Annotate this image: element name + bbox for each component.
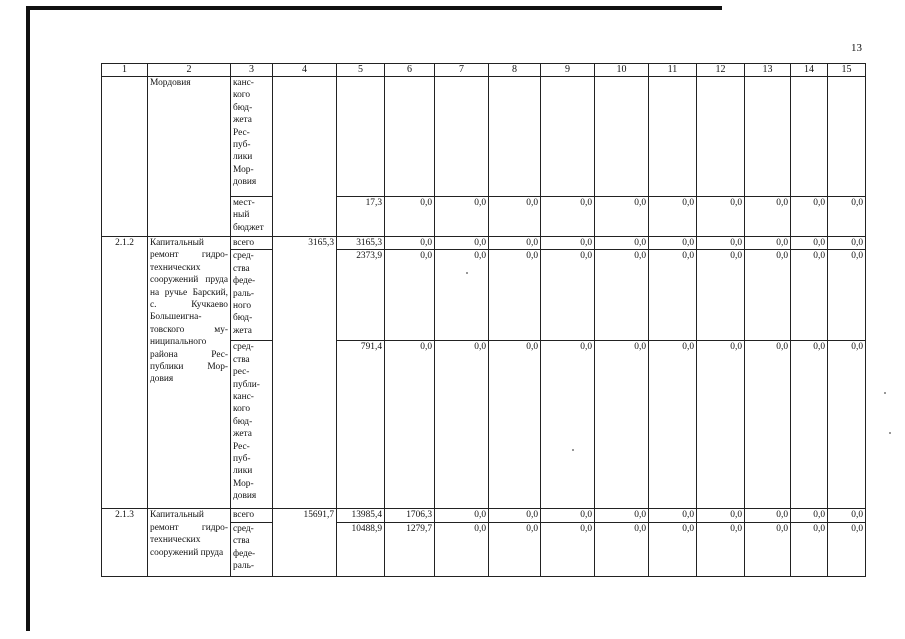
column-header: 8 [489, 64, 541, 77]
value-cell: 0,0 [435, 522, 489, 576]
value-cell: 0,0 [828, 522, 866, 576]
value-cell: 0,0 [649, 250, 697, 341]
value-cell: 0,0 [828, 341, 866, 509]
column-header: 13 [745, 64, 791, 77]
value-cell [489, 77, 541, 197]
value-cell: 0,0 [595, 522, 649, 576]
value-cell: 0,0 [541, 250, 595, 341]
scan-edge-left [26, 6, 30, 631]
value-cell: 0,0 [435, 237, 489, 250]
row-number-cell: 2.1.3 [102, 509, 148, 576]
value-cell: 0,0 [697, 197, 745, 237]
column-header: 11 [649, 64, 697, 77]
value-cell: 0,0 [541, 341, 595, 509]
value-cell: 0,0 [435, 341, 489, 509]
column-header: 5 [337, 64, 385, 77]
value-cell [791, 77, 828, 197]
value-cell: 0,0 [385, 197, 435, 237]
column-header: 2 [148, 64, 231, 77]
value-cell: 0,0 [385, 250, 435, 341]
value-cell: 0,0 [541, 509, 595, 522]
value-cell: 0,0 [489, 522, 541, 576]
value-cell: 791,4 [337, 341, 385, 509]
value-cell: 0,0 [791, 197, 828, 237]
value-cell: 0,0 [595, 341, 649, 509]
funding-source-cell: мест- ный бюджет [231, 197, 273, 237]
value-cell: 0,0 [595, 509, 649, 522]
value-cell: 0,0 [541, 522, 595, 576]
value-cell: 0,0 [828, 509, 866, 522]
item-name-cell: Капитальный ремонт гидро-технических сооружений пруда [148, 509, 231, 576]
total-cell: 15691,7 [273, 509, 337, 576]
scan-edge-top [26, 6, 722, 10]
value-cell [337, 77, 385, 197]
column-header: 12 [697, 64, 745, 77]
value-cell [649, 77, 697, 197]
value-cell: 0,0 [649, 522, 697, 576]
scan-speck [572, 449, 574, 451]
value-cell [595, 77, 649, 197]
value-cell: 0,0 [791, 237, 828, 250]
row-number-cell: 2.1.2 [102, 237, 148, 509]
funding-source-cell: сред- ства рес- публи- канс- кого бюд- жета Рес- пуб- лики Мор- довия [231, 341, 273, 509]
column-header: 15 [828, 64, 866, 77]
value-cell: 0,0 [385, 237, 435, 250]
funding-source-cell: канс- кого бюд- жета Рес- пуб- лики Мор- довия [231, 77, 273, 197]
value-cell [385, 77, 435, 197]
column-header: 10 [595, 64, 649, 77]
column-number-row [102, 64, 866, 77]
funding-source-cell: сред- ства феде- раль- ного бюд- жета [231, 250, 273, 341]
value-cell [745, 77, 791, 197]
value-cell: 0,0 [745, 197, 791, 237]
value-cell: 0,0 [828, 237, 866, 250]
value-cell [435, 77, 489, 197]
value-cell [541, 77, 595, 197]
value-cell: 0,0 [595, 237, 649, 250]
value-cell: 0,0 [385, 341, 435, 509]
value-cell: 0,0 [791, 341, 828, 509]
total-cell [273, 77, 337, 237]
column-header: 7 [435, 64, 489, 77]
value-cell: 0,0 [435, 197, 489, 237]
funding-source-cell: всего [231, 237, 273, 250]
value-cell: 0,0 [828, 250, 866, 341]
value-cell: 0,0 [697, 522, 745, 576]
value-cell: 0,0 [745, 250, 791, 341]
value-cell: 0,0 [489, 237, 541, 250]
page-number: 13 [851, 42, 862, 54]
value-cell: 17,3 [337, 197, 385, 237]
value-cell: 0,0 [697, 250, 745, 341]
value-cell: 0,0 [745, 522, 791, 576]
scan-speck [884, 392, 886, 394]
total-cell: 3165,3 [273, 237, 337, 509]
value-cell: 0,0 [489, 509, 541, 522]
value-cell: 0,0 [541, 197, 595, 237]
value-cell [828, 77, 866, 197]
value-cell: 0,0 [541, 237, 595, 250]
value-cell: 1279,7 [385, 522, 435, 576]
column-header: 4 [273, 64, 337, 77]
value-cell: 0,0 [435, 250, 489, 341]
value-cell: 0,0 [745, 509, 791, 522]
value-cell: 1706,3 [385, 509, 435, 522]
table-row [102, 77, 866, 197]
value-cell: 0,0 [489, 341, 541, 509]
value-cell: 2373,9 [337, 250, 385, 341]
value-cell: 0,0 [435, 509, 489, 522]
value-cell: 0,0 [595, 197, 649, 237]
value-cell: 0,0 [697, 509, 745, 522]
value-cell: 0,0 [745, 237, 791, 250]
table-row [102, 509, 866, 522]
funding-source-cell: всего [231, 509, 273, 522]
value-cell: 0,0 [489, 197, 541, 237]
value-cell: 0,0 [649, 509, 697, 522]
value-cell: 3165,3 [337, 237, 385, 250]
column-header: 9 [541, 64, 595, 77]
value-cell: 0,0 [791, 509, 828, 522]
table-row [102, 237, 866, 250]
column-header: 3 [231, 64, 273, 77]
value-cell: 0,0 [489, 250, 541, 341]
column-header: 14 [791, 64, 828, 77]
item-name-cell: Капитальный ремонт гидро-технических сооружений пруда на ручье Барский, с. Кучкаево Большеигна-товского му-ниципального района Рес-публики Мор-довия [148, 237, 231, 509]
scan-speck [889, 432, 891, 434]
value-cell: 13985,4 [337, 509, 385, 522]
funding-source-cell: сред- ства феде- раль- [231, 522, 273, 576]
value-cell: 0,0 [791, 522, 828, 576]
row-number-cell [102, 77, 148, 237]
column-header: 1 [102, 64, 148, 77]
value-cell: 0,0 [649, 197, 697, 237]
item-name-cell: Мордовия [148, 77, 231, 237]
value-cell: 0,0 [697, 237, 745, 250]
value-cell: 0,0 [791, 250, 828, 341]
scan-speck [466, 272, 468, 274]
budget-table [101, 63, 866, 577]
value-cell: 0,0 [649, 341, 697, 509]
value-cell: 0,0 [595, 250, 649, 341]
value-cell: 0,0 [697, 341, 745, 509]
value-cell: 0,0 [649, 237, 697, 250]
column-header: 6 [385, 64, 435, 77]
value-cell: 0,0 [745, 341, 791, 509]
value-cell [697, 77, 745, 197]
value-cell: 10488,9 [337, 522, 385, 576]
value-cell: 0,0 [828, 197, 866, 237]
